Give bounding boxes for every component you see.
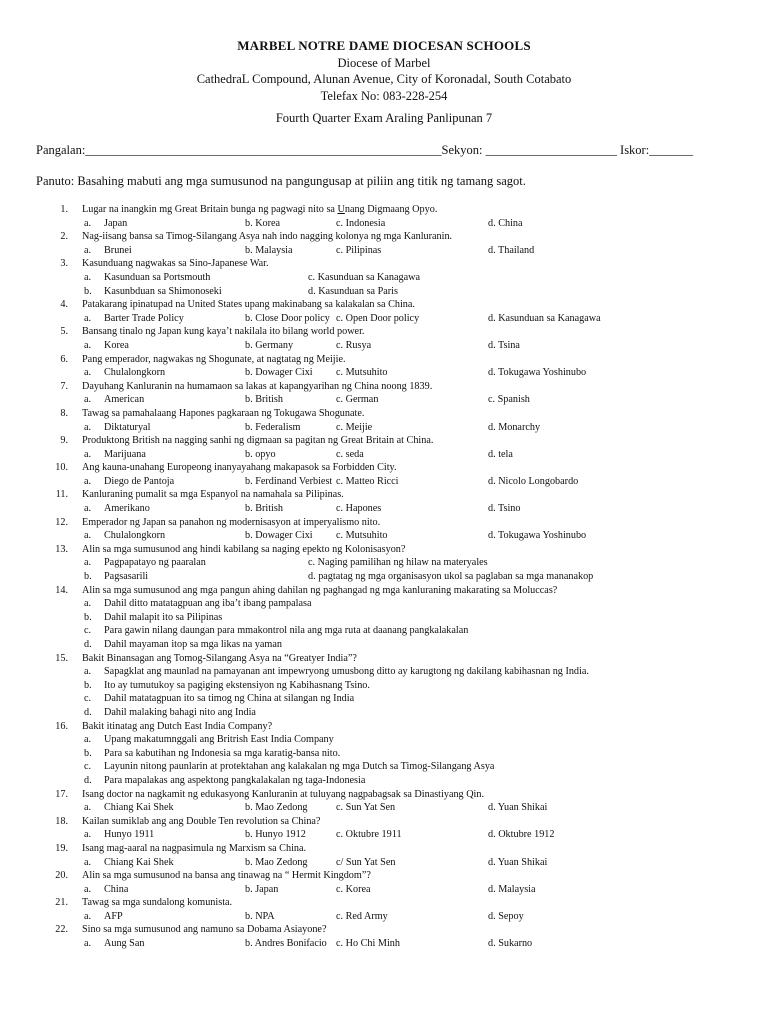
choices-row — [0, 448, 768, 462]
question-text-underlined: U — [337, 204, 345, 215]
choice-a: Kasunduan sa Portsmouth — [104, 271, 211, 283]
question-number: 12. — [55, 516, 68, 528]
choice-letter: a. — [84, 421, 92, 433]
choice-d — [0, 774, 768, 788]
question-text-part: nang Digmaang Opyo. — [344, 204, 438, 215]
question-text: Tawag sa pamahalaang Hapones pagkaraan ng Tokugawa Shogunate. — [82, 407, 365, 419]
choice-b — [0, 747, 768, 761]
choice-a: Chiang Kai Shek — [104, 856, 174, 868]
question-15 — [0, 652, 768, 666]
question-text: Alin sa mga sumusunod na bansa ang tinawag na “ Hermit Kingdom”? — [82, 870, 371, 882]
choice-d — [0, 638, 768, 652]
section-field[interactable]: _____________________ — [485, 143, 617, 157]
choice-text: Para gawin nilang daungan para mmakontrol nila ang mga ruta at daanang pangkalakalan — [104, 625, 469, 637]
question-text: Alin sa mga sumusunod ang mga pangun ahing dahilan ng paghangad ng mga kanluraning makarating sa Moluccas? — [82, 584, 558, 596]
choice-c — [0, 624, 768, 638]
choice-letter: c. — [84, 625, 92, 637]
choice-d: d. Yuan Shikai — [488, 856, 548, 868]
choice-c — [0, 692, 768, 706]
choice-d: d. Thailand — [488, 244, 535, 256]
question-number: 6. — [60, 353, 68, 365]
choice-letter: b. — [84, 611, 92, 623]
choice-letter: a. — [84, 598, 92, 610]
question-6 — [0, 353, 768, 367]
choice-a: Diego de Pantoja — [104, 475, 175, 487]
question-10 — [0, 461, 768, 475]
choice-d: d. Monarchy — [488, 421, 541, 433]
choice-a: Chulalongkorn — [104, 367, 166, 379]
question-number: 13. — [55, 543, 68, 555]
choice-c: c. Meijie — [336, 421, 373, 433]
choice-d: d. China — [488, 217, 523, 229]
choice-c: c. Korea — [336, 883, 371, 895]
choice-text: Upang makatumnggali ang Britrish East India Company — [104, 734, 334, 746]
choice-c: c. Rusya — [336, 339, 372, 351]
question-2 — [0, 230, 768, 244]
choice-letter: a. — [84, 339, 92, 351]
question-19 — [0, 842, 768, 856]
choice-c: c. Mutsuhito — [336, 530, 388, 542]
choice-d: d. Sukarno — [488, 938, 533, 950]
question-text: Sino sa mga sumusunod ang namuno sa Dobama Asiayone? — [82, 924, 327, 936]
choice-text: Dahil ditto matatagpuan ang iba’t ibang pampalasa — [104, 598, 312, 610]
choice-a: Chiang Kai Shek — [104, 802, 174, 814]
choice-d: d. Tsina — [488, 339, 520, 351]
choice-text: Dahil malaking bahagi nito ang India — [104, 706, 256, 718]
school-name: MARBEL NOTRE DAME DIOCESAN SCHOOLS — [237, 38, 531, 53]
choice-text: Dahil matatagpuan ito sa timog ng China at silangan ng India — [104, 693, 355, 705]
choices-row — [0, 502, 768, 516]
question-number: 10. — [55, 462, 68, 474]
choice-letter: a. — [84, 503, 92, 515]
choice-c: c. Hapones — [336, 503, 382, 515]
choice-letter: a. — [84, 938, 92, 950]
question-number: 1. — [60, 204, 68, 215]
telefax-number: Telefax No: 083-228-254 — [320, 88, 448, 103]
score-label: Iskor: — [620, 143, 650, 157]
choice-letter: a. — [84, 244, 92, 256]
choice-b: b. Close Door policy — [245, 312, 330, 324]
question-number: 16. — [55, 720, 68, 732]
choice-b: b. Dowager Cixi — [245, 367, 313, 379]
choice-c: c. seda — [336, 448, 364, 460]
question-7 — [0, 380, 768, 394]
choice-b: Pagsasarili — [104, 571, 149, 583]
choice-letter: b. — [84, 285, 92, 297]
choice-letter: d. — [84, 774, 92, 786]
question-number: 15. — [55, 652, 68, 664]
choice-letter: a. — [84, 530, 92, 542]
question-text: Bakit Binansagan ang Tomog-Silangang Asya na “Greatyer India”? — [82, 652, 357, 664]
question-number: 2. — [60, 231, 68, 243]
choice-c: c. Matteo Ricci — [336, 475, 399, 487]
choice-d: c. Spanish — [488, 394, 530, 406]
question-4 — [0, 298, 768, 312]
choices-row — [0, 271, 768, 285]
choice-letter: b. — [84, 747, 92, 759]
question-number: 19. — [55, 842, 68, 854]
question-16 — [0, 720, 768, 734]
instructions: Panuto: Basahing mabuti ang mga sumusunod na pangungusap at piliin ang titik ng tamang sagot. — [36, 174, 526, 188]
choice-letter: c. — [84, 693, 92, 705]
question-number: 5. — [60, 326, 68, 338]
question-18 — [0, 815, 768, 829]
choices-row — [0, 801, 768, 815]
question-9 — [0, 434, 768, 448]
choice-letter: b. — [84, 679, 92, 691]
choices-row — [0, 556, 768, 570]
choice-a: American — [104, 394, 145, 406]
choice-text: Layunin nitong paunlarin at protektahan ang kalakalan ng mga Dutch sa Timog-Silangang Asya — [104, 761, 495, 773]
question-text: Nag-iisang bansa sa Timog-Silangang Asya nah indo nagging kolonya ng mga Kanluranin. — [82, 231, 453, 243]
choice-b: b. NPA — [245, 910, 275, 922]
choice-a: China — [104, 883, 129, 895]
choices-row — [0, 910, 768, 924]
choices-row — [0, 529, 768, 543]
choice-b: b. Korea — [245, 217, 281, 229]
choice-a: Brunei — [104, 244, 132, 256]
choice-c: c. Indonesia — [336, 217, 386, 229]
choice-d: d. Tokugawa Yoshinubo — [488, 367, 587, 379]
choices-row — [0, 828, 768, 842]
choice-b: b. Andres Bonifacio — [245, 938, 327, 950]
choices-row — [0, 937, 768, 951]
choice-letter: a. — [84, 367, 92, 379]
choice-a: Pagpapatayo ng paaralan — [104, 557, 206, 569]
choices-row — [0, 312, 768, 326]
question-number: 8. — [60, 407, 68, 419]
choices-row — [0, 244, 768, 258]
question-number: 21. — [55, 897, 68, 909]
question-text: Bakit itinatag ang Dutch East India Company? — [82, 720, 273, 732]
choice-a: AFP — [104, 910, 123, 922]
choice-a: Marijuana — [104, 448, 146, 460]
choice-a: Diktaturyal — [104, 421, 151, 433]
question-number: 11. — [55, 489, 68, 501]
choice-c: c. Red Army — [336, 910, 388, 922]
question-text: Isang mag-aaral na nagpasimula ng Marxism sa China. — [82, 842, 307, 854]
question-text: Dayuhang Kanluranin na humamaon sa lakas at kapangyarihan ng China noong 1839. — [82, 380, 433, 392]
question-text: Ang kauna-unahang Europeong inanyayahang makapasok sa Forbidden City. — [82, 462, 397, 474]
question-number: 22. — [55, 924, 68, 936]
question-8 — [0, 407, 768, 421]
choice-d: d. Kasunduan sa Kanagawa — [488, 312, 601, 324]
choice-letter: a. — [84, 557, 92, 569]
choice-letter: c. — [84, 761, 92, 773]
choice-letter: a. — [84, 394, 92, 406]
choice-b: b. Mao Zedong — [245, 856, 308, 868]
choice-b — [0, 679, 768, 693]
question-text: Kasunduang nagwakas sa Sino-Japanese War. — [82, 258, 269, 270]
question-11 — [0, 488, 768, 502]
choice-c: c. Kasunduan sa Kanagawa — [308, 271, 421, 283]
choice-letter: a. — [84, 910, 92, 922]
choice-d: d. Tokugawa Yoshinubo — [488, 530, 587, 542]
choice-c: c. German — [336, 394, 379, 406]
document-header — [0, 38, 768, 104]
choice-b: b. Federalism — [245, 421, 301, 433]
choice-text: Dahil malapit ito sa Pilipinas — [104, 611, 223, 623]
question-22 — [0, 923, 768, 937]
choice-d: d. Kasunduan sa Paris — [308, 285, 398, 297]
choice-d — [0, 706, 768, 720]
question-1 — [0, 203, 768, 217]
choice-b: Kasunbduan sa Shimonoseki — [104, 285, 222, 297]
choice-b: b. British — [245, 394, 283, 406]
question-number: 14. — [55, 584, 68, 596]
choice-c: c/ Sun Yat Sen — [336, 856, 396, 868]
choice-d: d. Malaysia — [488, 883, 536, 895]
question-number: 3. — [60, 258, 68, 270]
choice-b: b. Malaysia — [245, 244, 293, 256]
choice-letter: b. — [84, 571, 92, 583]
choice-b — [0, 611, 768, 625]
choice-c — [0, 760, 768, 774]
choice-d: d. pagtatag ng mga organisasyon ukol sa paglaban sa mga mananakop — [308, 571, 594, 583]
choice-d: d. Tsino — [488, 503, 521, 515]
choice-c: c. Sun Yat Sen — [336, 802, 396, 814]
choice-letter: a. — [84, 666, 92, 678]
choice-b: b. Japan — [245, 883, 279, 895]
choice-letter: a. — [84, 856, 92, 868]
choice-letter: d. — [84, 639, 92, 650]
question-13 — [0, 543, 768, 557]
question-number: 18. — [55, 815, 68, 827]
choice-letter: a. — [84, 475, 92, 487]
question-number: 4. — [60, 299, 68, 311]
question-text: Kailan sumiklab ang ang Double Ten revolution sa China? — [82, 815, 321, 827]
choices-row — [0, 393, 768, 407]
choice-b: b. Germany — [245, 339, 294, 351]
choice-letter: a. — [84, 312, 92, 324]
choice-d: d. Nicolo Longobardo — [488, 475, 579, 487]
choice-letter: a. — [84, 883, 92, 895]
question-text: Tawag sa mga sundalong komunista. — [82, 897, 233, 909]
choice-text: Para sa kabutihan ng Indonesia sa mga karatig-bansa nito. — [104, 747, 341, 759]
choice-letter: a. — [84, 734, 92, 746]
choices-row — [0, 217, 768, 231]
question-number: 17. — [55, 788, 68, 800]
choice-d: d. Sepoy — [488, 910, 524, 922]
question-21 — [0, 896, 768, 910]
question-text: Emperador ng Japan sa panahon ng modernisasyon at imperyalismo nito. — [82, 516, 381, 528]
choice-a: Aung San — [104, 938, 145, 950]
name-field[interactable]: _________________________________________________________ — [85, 143, 442, 157]
question-20 — [0, 869, 768, 883]
question-5 — [0, 325, 768, 339]
choice-letter: a. — [84, 271, 92, 283]
choice-b: b. Ferdinand Verbiest — [245, 475, 333, 487]
choice-a: Japan — [104, 217, 128, 229]
choice-c: c. Ho Chi Minh — [336, 938, 400, 950]
choice-a: Chulalongkorn — [104, 530, 166, 542]
choice-b: b. British — [245, 503, 283, 515]
choices-row — [0, 285, 768, 299]
section-label: Sekyon: — [441, 143, 483, 157]
choices-row — [0, 475, 768, 489]
choices-row — [0, 856, 768, 870]
question-text: Isang doctor na nagkamit ng edukasyong Kanluranin at tuluyang nagpabagsak sa Dinastiyang Qin. — [82, 788, 485, 800]
question-text — [82, 203, 437, 217]
choice-b: b. Dowager Cixi — [245, 530, 313, 542]
question-text: Bansang tinalo ng Japan kung kaya’t nakilala ito bilang world power. — [82, 326, 365, 338]
student-info-fields — [36, 143, 736, 158]
choice-d: d. tela — [488, 448, 513, 460]
choice-a: Amerikano — [104, 503, 150, 515]
question-text: Patakarang ipinatupad na United States upang makinabang sa kalakalan sa China. — [82, 299, 415, 311]
choice-letter: a. — [84, 448, 92, 460]
question-list — [0, 203, 768, 951]
choices-row — [0, 366, 768, 380]
question-number: 20. — [55, 870, 68, 882]
choice-a: Barter Trade Policy — [104, 312, 184, 324]
choices-row — [0, 883, 768, 897]
choice-c: c. Oktubre 1911 — [336, 829, 402, 841]
diocese-name: Diocese of Marbel — [337, 55, 431, 70]
question-3 — [0, 257, 768, 271]
choice-b: b. Mao Zedong — [245, 802, 308, 814]
choice-a — [0, 733, 768, 747]
choice-b: b. opyo — [245, 448, 276, 460]
choice-letter: a. — [84, 802, 92, 814]
question-text-part: Lugar na inangkin mg Great Britain bunga ng pagwagi nito sa — [82, 204, 338, 215]
choice-d: d. Oktubre 1912 — [488, 829, 555, 841]
choice-a — [0, 597, 768, 611]
question-text: Produktong British na nagging sanhi ng digmaan sa pagitan ng Great Britain at China. — [82, 435, 434, 447]
choice-d: d. Yuan Shikai — [488, 802, 548, 814]
choice-c: c. Pilipinas — [336, 244, 382, 256]
choices-row — [0, 339, 768, 353]
choices-row — [0, 570, 768, 584]
question-14 — [0, 584, 768, 598]
choice-c: c. Mutsuhito — [336, 367, 388, 379]
question-number: 9. — [60, 435, 68, 447]
choice-text: Sapagklat ang maunlad na pamayanan ant impewryong umusbong ditto ay karugtong ng dakilang kabihasnan ng India. — [104, 666, 589, 678]
choice-text: Dahil mayaman itop sa mga likas na yaman — [104, 639, 282, 650]
question-17 — [0, 788, 768, 802]
choice-letter: a. — [84, 829, 92, 841]
question-text: Kanluraning pumalit sa mga Espanyol na namahala sa Pilipinas. — [82, 489, 344, 501]
exam-title: Fourth Quarter Exam Araling Panlipunan 7 — [275, 111, 493, 125]
choice-c: c. Naging pamilihan ng hilaw na materyales — [308, 557, 488, 569]
choices-row — [0, 421, 768, 435]
school-address: CathedraL Compound, Alunan Avenue, City of Koronadal, South Cotabato — [196, 72, 572, 86]
choice-b: b. Hunyo 1912 — [245, 829, 306, 841]
question-number: 7. — [60, 380, 68, 392]
score-field[interactable]: _______ — [649, 143, 693, 157]
choice-letter: a. — [84, 217, 92, 229]
question-12 — [0, 516, 768, 530]
question-text: Alin sa mga sumusunod ang hindi kabilang sa naging epekto ng Kolonisasyon? — [82, 543, 406, 555]
choice-a — [0, 665, 768, 679]
choice-c: c. Open Door policy — [336, 312, 420, 324]
choice-letter: d. — [84, 706, 92, 718]
choice-text: Para mapalakas ang aspektong pangkalakalan ng taga-Indonesia — [104, 774, 366, 786]
question-text: Pang emperador, nagwakas ng Shogunate, at nagtatag ng Meijie. — [82, 353, 346, 365]
name-label: Pangalan: — [36, 143, 86, 157]
choice-a: Korea — [104, 339, 129, 351]
choice-text: Ito ay tumutukoy sa pagiging ekstensiyon ng Kabihasnang Tsino. — [104, 679, 370, 691]
choice-a: Hunyo 1911 — [104, 829, 155, 841]
